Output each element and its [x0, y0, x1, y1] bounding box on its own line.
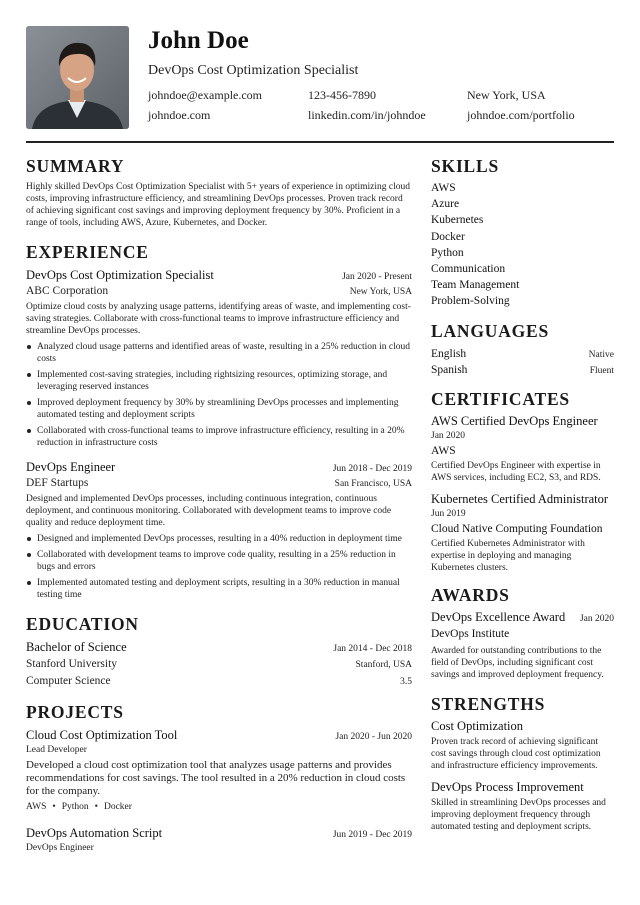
certificate-date: Jun 2019	[431, 509, 466, 520]
skill-item: Kubernetes	[431, 214, 484, 227]
job-dates: Jun 2018 - Dec 2019	[332, 464, 412, 474]
project-name: DevOps Automation Script	[26, 826, 163, 840]
right-column	[431, 155, 614, 833]
header-divider	[26, 141, 614, 143]
skill-item: Azure	[431, 198, 460, 211]
award-date: Jan 2020	[579, 614, 614, 625]
job-description: Designed and implemented DevOps processes, including continuous integration, continuous deployment, and continuous monitoring. Collaborated with development teams to improve code quality and reduce deployment time.	[26, 494, 392, 528]
person-portrait-icon	[26, 26, 129, 129]
job-description: Optimize cloud costs by analyzing usage patterns, identifying areas of waste, and implementing cost-saving strategies. Collaborate with cross-functional teams to improve infrastructure efficiency and streamline DevOps processes.	[26, 302, 411, 336]
education-field: Computer Science	[26, 675, 111, 687]
job-bullet: Collaborated with development teams to improve code quality, resulting in a 25% reduction in bugs and errors	[37, 549, 412, 573]
skill-item: Python	[431, 246, 464, 259]
project-dates: Jan 2020 - Jun 2020	[335, 732, 412, 742]
experience-item	[26, 267, 412, 449]
project-description: Developed a cloud cost optimization tool that analyzes usage patterns and provides recommendations for cost savings. The tool resulted in a 20% reduction in cloud costs for the company.	[26, 759, 406, 797]
strength-description: Proven track record of achieving significant cost savings through cloud cost optimization and infrastructure efficiency improvements.	[431, 736, 601, 771]
certificate-date: Jan 2020	[431, 431, 466, 442]
skill-item: Problem-Solving	[431, 295, 510, 308]
strength-description: Skilled in streamlining DevOps processes and improving deployment frequency through automated testing and deployment scripts.	[431, 797, 606, 832]
job-bullet: Improved deployment frequency by 30% by streamlining DevOps processes and implementing automated testing and deployment scripts	[37, 397, 412, 421]
certificate-issuer: AWS	[431, 445, 456, 458]
job-bullets	[26, 341, 412, 449]
projects-heading: PROJECTS	[26, 702, 124, 722]
profile-photo	[26, 26, 129, 129]
experience-section	[26, 241, 412, 601]
skills-section	[431, 155, 614, 310]
languages-section	[431, 320, 614, 378]
job-bullet: Analyzed cloud usage patterns and identified areas of waste, resulting in a 25% reduction in cloud costs	[37, 342, 411, 364]
award-issuer: DevOps Institute	[431, 628, 510, 641]
summary-heading: SUMMARY	[26, 156, 125, 176]
certificate-name: Kubernetes Certified Administrator	[431, 492, 609, 507]
award-name: DevOps Excellence Award	[431, 610, 566, 625]
education-heading: EDUCATION	[26, 614, 139, 634]
certificates-heading: CERTIFICATES	[431, 389, 570, 410]
job-location: San Francisco, USA	[334, 479, 412, 489]
project-dates: Jun 2019 - Dec 2019	[332, 830, 412, 840]
phone-text: 123-456-7890	[308, 88, 376, 102]
education-degree: Bachelor of Science	[26, 640, 127, 654]
skill-item: AWS	[431, 182, 456, 194]
tag-separator: •	[52, 802, 56, 812]
summary-text: Highly skilled DevOps Cost Optimization Specialist with 5+ years of experience in optimizing cloud costs, improving infrastructure efficiency, and streamlining DevOps processes. Proven track record of achieving significant cost savings and improving deployment frequency by 30%. Proficient in a range of tools, including AWS, Azure, Kubernetes, and Docker.	[26, 182, 410, 228]
certificate-item	[431, 413, 614, 484]
strength-item	[431, 779, 614, 833]
languages-heading: LANGUAGES	[431, 320, 550, 341]
project-tag: AWS	[26, 802, 47, 812]
certificate-item	[431, 491, 614, 574]
project-item	[26, 727, 412, 813]
education-section	[26, 613, 412, 689]
language-name: English	[431, 347, 467, 360]
skills-heading: SKILLS	[431, 156, 500, 176]
project-tag: Docker	[103, 802, 132, 812]
certificate-issuer: Cloud Native Computing Foundation	[431, 523, 603, 536]
tag-separator: •	[94, 802, 98, 812]
project-role: Lead Developer	[26, 745, 87, 755]
project-role: DevOps Engineer	[26, 843, 94, 853]
education-gpa: 3.5	[400, 677, 412, 687]
job-company: DEF Startups	[26, 477, 89, 489]
strengths-section	[431, 693, 614, 833]
skill-item: Team Management	[431, 279, 520, 292]
job-location: New York, USA	[349, 287, 412, 297]
portfolio-link[interactable]: johndoe.com/portfolio	[467, 108, 575, 122]
certificate-description: Certified DevOps Engineer with expertise in AWS services, including EC2, S3, and RDS.	[431, 461, 601, 484]
candidate-title: DevOps Cost Optimization Specialist	[148, 63, 359, 78]
skill-item: Docker	[431, 230, 465, 243]
awards-heading: AWARDS	[431, 585, 510, 606]
job-bullet: Implemented cost-saving strategies, including rightsizing resources, optimizing storage, and leveraging reserved instances	[37, 369, 412, 393]
experience-heading: EXPERIENCE	[26, 242, 149, 262]
certificate-description: Certified Kubernetes Administrator with expertise in deploying and managing Kubernetes clusters.	[431, 539, 585, 574]
projects-section	[26, 701, 412, 854]
project-tag: Python	[61, 802, 89, 812]
strength-name: Cost Optimization	[431, 718, 524, 733]
job-role: DevOps Cost Optimization Specialist	[26, 268, 214, 282]
certificates-section	[431, 388, 614, 574]
language-name: Spanish	[431, 363, 468, 376]
language-level: Native	[588, 349, 614, 360]
left-column	[26, 155, 412, 854]
job-bullet: Designed and implemented DevOps processes, resulting in a 40% reduction in deployment time	[37, 533, 412, 545]
language-level: Fluent	[589, 365, 614, 376]
certificate-name: AWS Certified DevOps Engineer	[431, 414, 598, 429]
project-name: Cloud Cost Optimization Tool	[26, 728, 178, 742]
strength-name: DevOps Process Improvement	[431, 779, 584, 794]
award-description: Awarded for outstanding contributions to the field of DevOps, including significant cost savings and improved deployment frequency.	[431, 645, 604, 680]
awards-section	[431, 584, 614, 680]
summary-section	[26, 155, 412, 229]
skills-list	[431, 180, 614, 310]
project-item	[26, 825, 412, 854]
linkedin-link[interactable]: linkedin.com/in/johndoe	[308, 108, 426, 122]
website-link[interactable]: johndoe.com	[148, 108, 211, 122]
job-role: DevOps Engineer	[26, 460, 116, 474]
education-dates: Jan 2014 - Dec 2018	[333, 644, 412, 654]
strength-item	[431, 718, 614, 772]
education-location: Stanford, USA	[355, 660, 412, 670]
job-dates: Jan 2020 - Present	[342, 272, 412, 282]
education-school: Stanford University	[26, 658, 118, 670]
job-bullets	[26, 533, 412, 601]
project-tags	[26, 801, 412, 813]
experience-item	[26, 459, 412, 601]
email-link[interactable]: johndoe@example.com	[148, 88, 263, 102]
location-text: New York, USA	[467, 88, 546, 102]
job-company: ABC Corporation	[26, 285, 109, 297]
skill-item: Communication	[431, 263, 506, 276]
job-bullet: Implemented automated testing and deployment scripts, resulting in a 30% reduction in manual testing time	[37, 577, 412, 601]
strengths-heading: STRENGTHS	[431, 693, 546, 714]
candidate-name: John Doe	[148, 27, 249, 54]
job-bullet: Collaborated with cross-functional teams to improve infrastructure efficiency, resulting in a 20% reduction in infrastructure costs	[37, 425, 412, 449]
